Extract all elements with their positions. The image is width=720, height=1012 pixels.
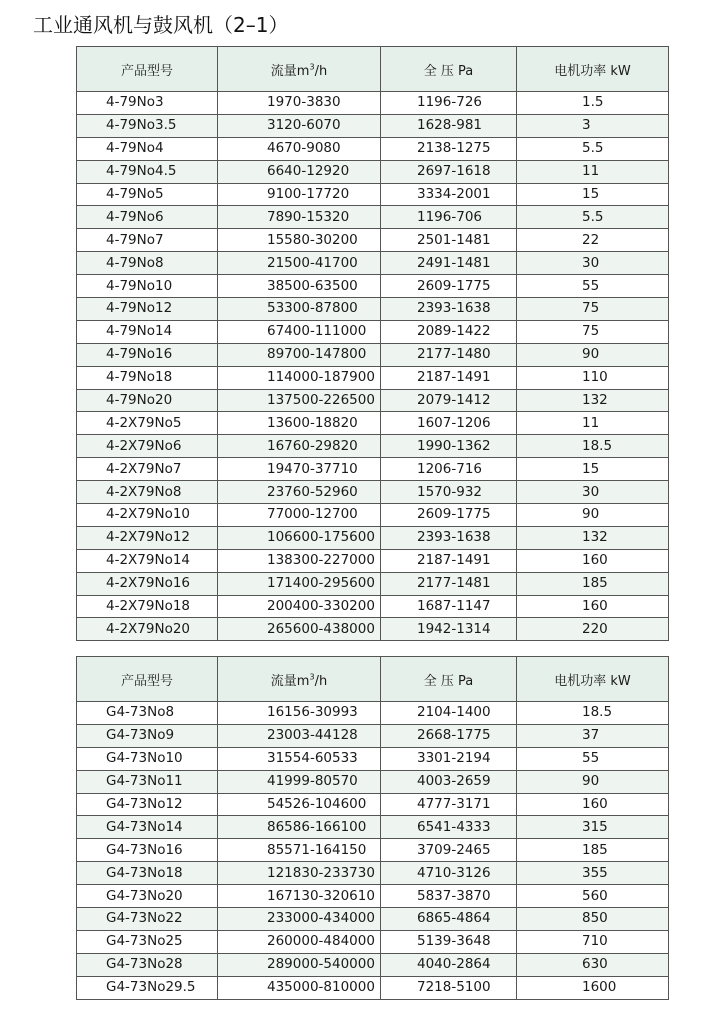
- cell-pressure: 1206-716: [381, 458, 517, 481]
- cell-flow: 138300-227000: [218, 549, 381, 572]
- cell-power: 132: [517, 526, 669, 549]
- cell-model: G4-73No9: [77, 724, 218, 747]
- cell-flow: 15580-30200: [218, 229, 381, 252]
- table-row: [77, 816, 669, 839]
- table-row: [77, 908, 669, 931]
- cell-pressure: 1942-1314: [381, 618, 517, 641]
- cell-power: 90: [517, 504, 669, 527]
- cell-power: 850: [517, 908, 669, 931]
- header-power: 电机功率 kW: [517, 657, 669, 702]
- cell-model: 4-79No20: [77, 389, 218, 412]
- fan-spec-table-2: [76, 656, 669, 1000]
- cell-model: 4-2X79No12: [77, 526, 218, 549]
- cell-flow: 1970-3830: [218, 92, 381, 115]
- cell-power: 160: [517, 549, 669, 572]
- cell-power: 315: [517, 816, 669, 839]
- cell-pressure: 2393-1638: [381, 298, 517, 321]
- cell-power: 18.5: [517, 702, 669, 725]
- table-row: [77, 862, 669, 885]
- cell-flow: 114000-187900: [218, 366, 381, 389]
- cell-flow: 167130-320610: [218, 885, 381, 908]
- cell-pressure: 4710-3126: [381, 862, 517, 885]
- cell-power: 90: [517, 770, 669, 793]
- header-flow-sup: 3: [309, 672, 315, 682]
- table-row: [77, 953, 669, 976]
- table-row: [77, 298, 669, 321]
- table-row: [77, 252, 669, 275]
- cell-power: 18.5: [517, 435, 669, 458]
- table-row: [77, 747, 669, 770]
- cell-model: G4-73No12: [77, 793, 218, 816]
- header-flow-suffix: /h: [314, 63, 328, 79]
- cell-model: 4-79No8: [77, 252, 218, 275]
- table-header-row: [77, 47, 669, 92]
- cell-pressure: 2187-1491: [381, 549, 517, 572]
- page-title: 工业通风机与鼓风机（2–1）: [33, 13, 289, 37]
- cell-flow: 41999-80570: [218, 770, 381, 793]
- cell-model: 4-2X79No10: [77, 504, 218, 527]
- cell-flow: 54526-104600: [218, 793, 381, 816]
- header-pressure: 全 压 Pa: [381, 657, 517, 702]
- cell-power: 185: [517, 839, 669, 862]
- cell-flow: 6640-12920: [218, 160, 381, 183]
- cell-pressure: 2393-1638: [381, 526, 517, 549]
- cell-flow: 85571-164150: [218, 839, 381, 862]
- cell-power: 355: [517, 862, 669, 885]
- cell-pressure: 1687-1147: [381, 595, 517, 618]
- table-row: [77, 481, 669, 504]
- cell-flow: 171400-295600: [218, 572, 381, 595]
- cell-pressure: 1196-726: [381, 92, 517, 115]
- cell-flow: 4670-9080: [218, 137, 381, 160]
- cell-flow: 265600-438000: [218, 618, 381, 641]
- cell-flow: 289000-540000: [218, 953, 381, 976]
- cell-power: 22: [517, 229, 669, 252]
- cell-power: 37: [517, 724, 669, 747]
- cell-pressure: 1570-932: [381, 481, 517, 504]
- cell-flow: 121830-233730: [218, 862, 381, 885]
- cell-flow: 53300-87800: [218, 298, 381, 321]
- cell-pressure: 3334-2001: [381, 183, 517, 206]
- cell-power: 11: [517, 160, 669, 183]
- cell-model: G4-73No18: [77, 862, 218, 885]
- cell-pressure: 5139-3648: [381, 930, 517, 953]
- cell-model: G4-73No14: [77, 816, 218, 839]
- cell-power: 55: [517, 747, 669, 770]
- cell-power: 15: [517, 183, 669, 206]
- cell-flow: 137500-226500: [218, 389, 381, 412]
- cell-pressure: 2501-1481: [381, 229, 517, 252]
- table-row: [77, 206, 669, 229]
- cell-power: 5.5: [517, 206, 669, 229]
- table-1-body: [77, 92, 669, 641]
- header-flow: [218, 47, 381, 92]
- cell-power: 55: [517, 275, 669, 298]
- cell-pressure: 1990-1362: [381, 435, 517, 458]
- cell-flow: 9100-17720: [218, 183, 381, 206]
- table-row: [77, 389, 669, 412]
- cell-pressure: 2079-1412: [381, 389, 517, 412]
- cell-model: 4-79No5: [77, 183, 218, 206]
- table-row: [77, 595, 669, 618]
- table-row: [77, 504, 669, 527]
- table-row: [77, 839, 669, 862]
- table-row: [77, 976, 669, 999]
- header-flow-prefix: 流量m: [270, 63, 310, 79]
- cell-flow: 16760-29820: [218, 435, 381, 458]
- cell-flow: 233000-434000: [218, 908, 381, 931]
- cell-model: 4-79No7: [77, 229, 218, 252]
- table-row: [77, 724, 669, 747]
- header-power: 电机功率 kW: [517, 47, 669, 92]
- cell-power: 132: [517, 389, 669, 412]
- cell-power: 75: [517, 298, 669, 321]
- cell-power: 630: [517, 953, 669, 976]
- cell-power: 90: [517, 343, 669, 366]
- table-row: [77, 343, 669, 366]
- cell-pressure: 6541-4333: [381, 816, 517, 839]
- header-flow: [218, 657, 381, 702]
- table-row: [77, 137, 669, 160]
- cell-power: 220: [517, 618, 669, 641]
- cell-model: 4-79No3.5: [77, 114, 218, 137]
- header-flow-suffix: /h: [314, 673, 328, 689]
- cell-flow: 89700-147800: [218, 343, 381, 366]
- table-row: [77, 435, 669, 458]
- cell-flow: 435000-810000: [218, 976, 381, 999]
- table-row: [77, 114, 669, 137]
- cell-power: 30: [517, 252, 669, 275]
- cell-power: 185: [517, 572, 669, 595]
- cell-pressure: 2609-1775: [381, 504, 517, 527]
- cell-model: 4-2X79No6: [77, 435, 218, 458]
- table-row: [77, 366, 669, 389]
- cell-flow: 19470-37710: [218, 458, 381, 481]
- cell-pressure: 2187-1491: [381, 366, 517, 389]
- table-row: [77, 275, 669, 298]
- cell-model: G4-73No20: [77, 885, 218, 908]
- cell-pressure: 2104-1400: [381, 702, 517, 725]
- cell-flow: 7890-15320: [218, 206, 381, 229]
- cell-power: 5.5: [517, 137, 669, 160]
- cell-pressure: 2089-1422: [381, 320, 517, 343]
- cell-model: 4-2X79No20: [77, 618, 218, 641]
- cell-model: 4-79No6: [77, 206, 218, 229]
- table-row: [77, 183, 669, 206]
- cell-pressure: 4040-2864: [381, 953, 517, 976]
- cell-pressure: 2177-1480: [381, 343, 517, 366]
- cell-model: 4-2X79No5: [77, 412, 218, 435]
- cell-power: 15: [517, 458, 669, 481]
- cell-pressure: 2697-1618: [381, 160, 517, 183]
- cell-flow: 67400-111000: [218, 320, 381, 343]
- header-model: 产品型号: [77, 657, 218, 702]
- table-2-body: [77, 702, 669, 1000]
- cell-flow: 13600-18820: [218, 412, 381, 435]
- cell-model: 4-79No12: [77, 298, 218, 321]
- cell-power: 560: [517, 885, 669, 908]
- cell-flow: 200400-330200: [218, 595, 381, 618]
- cell-model: G4-73No25: [77, 930, 218, 953]
- header-flow-prefix: 流量m: [270, 673, 310, 689]
- cell-power: 3: [517, 114, 669, 137]
- table-row: [77, 412, 669, 435]
- cell-model: 4-2X79No7: [77, 458, 218, 481]
- cell-power: 160: [517, 595, 669, 618]
- table-row: [77, 885, 669, 908]
- cell-pressure: 2609-1775: [381, 275, 517, 298]
- cell-pressure: 5837-3870: [381, 885, 517, 908]
- table-row: [77, 770, 669, 793]
- cell-flow: 31554-60533: [218, 747, 381, 770]
- cell-pressure: 7218-5100: [381, 976, 517, 999]
- cell-model: G4-73No29.5: [77, 976, 218, 999]
- cell-pressure: 6865-4864: [381, 908, 517, 931]
- cell-model: 4-79No4: [77, 137, 218, 160]
- cell-pressure: 4777-3171: [381, 793, 517, 816]
- cell-power: 11: [517, 412, 669, 435]
- cell-pressure: 4003-2659: [381, 770, 517, 793]
- cell-model: 4-2X79No18: [77, 595, 218, 618]
- cell-flow: 106600-175600: [218, 526, 381, 549]
- cell-flow: 77000-12700: [218, 504, 381, 527]
- cell-model: 4-79No14: [77, 320, 218, 343]
- table-row: [77, 618, 669, 641]
- cell-flow: 16156-30993: [218, 702, 381, 725]
- cell-model: G4-73No10: [77, 747, 218, 770]
- cell-model: 4-79No10: [77, 275, 218, 298]
- table-row: [77, 793, 669, 816]
- table-row: [77, 92, 669, 115]
- header-model: 产品型号: [77, 47, 218, 92]
- cell-power: 75: [517, 320, 669, 343]
- cell-pressure: 1607-1206: [381, 412, 517, 435]
- cell-power: 1.5: [517, 92, 669, 115]
- cell-flow: 86586-166100: [218, 816, 381, 839]
- cell-flow: 21500-41700: [218, 252, 381, 275]
- header-pressure: 全 压 Pa: [381, 47, 517, 92]
- cell-model: 4-79No18: [77, 366, 218, 389]
- table-row: [77, 572, 669, 595]
- table-header-row: [77, 657, 669, 702]
- cell-pressure: 2177-1481: [381, 572, 517, 595]
- table-row: [77, 229, 669, 252]
- table-row: [77, 549, 669, 572]
- cell-pressure: 1628-981: [381, 114, 517, 137]
- cell-pressure: 2138-1275: [381, 137, 517, 160]
- cell-model: G4-73No8: [77, 702, 218, 725]
- cell-model: 4-2X79No14: [77, 549, 218, 572]
- header-flow-sup: 3: [309, 62, 315, 72]
- cell-pressure: 2491-1481: [381, 252, 517, 275]
- cell-power: 110: [517, 366, 669, 389]
- cell-model: G4-73No22: [77, 908, 218, 931]
- cell-flow: 38500-63500: [218, 275, 381, 298]
- table-row: [77, 930, 669, 953]
- cell-pressure: 2668-1775: [381, 724, 517, 747]
- cell-model: 4-79No3: [77, 92, 218, 115]
- cell-flow: 23003-44128: [218, 724, 381, 747]
- cell-power: 160: [517, 793, 669, 816]
- cell-flow: 260000-484000: [218, 930, 381, 953]
- cell-model: G4-73No28: [77, 953, 218, 976]
- cell-power: 30: [517, 481, 669, 504]
- cell-model: 4-2X79No8: [77, 481, 218, 504]
- cell-pressure: 1196-706: [381, 206, 517, 229]
- fan-spec-table-1: [76, 46, 669, 641]
- table-row: [77, 160, 669, 183]
- cell-power: 1600: [517, 976, 669, 999]
- cell-pressure: 3301-2194: [381, 747, 517, 770]
- table-row: [77, 320, 669, 343]
- cell-model: 4-2X79No16: [77, 572, 218, 595]
- table-row: [77, 702, 669, 725]
- cell-model: G4-73No16: [77, 839, 218, 862]
- table-row: [77, 458, 669, 481]
- cell-model: G4-73No11: [77, 770, 218, 793]
- cell-flow: 3120-6070: [218, 114, 381, 137]
- table-row: [77, 526, 669, 549]
- cell-flow: 23760-52960: [218, 481, 381, 504]
- cell-model: 4-79No4.5: [77, 160, 218, 183]
- cell-power: 710: [517, 930, 669, 953]
- cell-model: 4-79No16: [77, 343, 218, 366]
- cell-pressure: 3709-2465: [381, 839, 517, 862]
